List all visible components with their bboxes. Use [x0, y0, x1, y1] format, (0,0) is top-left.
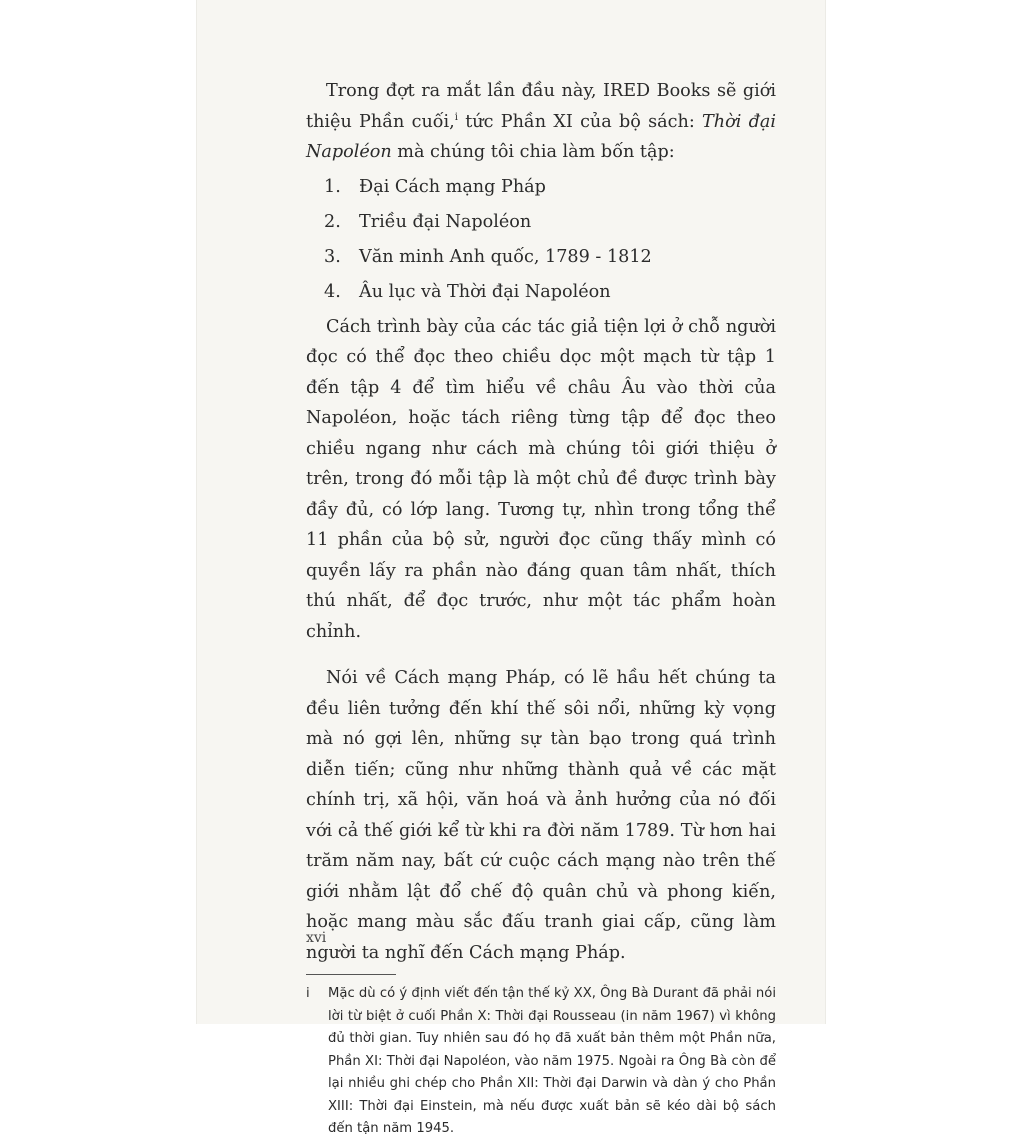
footnote [306, 983, 776, 1141]
list-item-title: Âu lục và Thời đại Napoléon [359, 281, 611, 302]
intro-text-2: tức Phần XI của bộ sách: [457, 111, 703, 132]
footnote-divider [306, 974, 396, 975]
footnote-reference: i [454, 111, 458, 123]
list-item-title: Văn minh Anh quốc, 1789 - 1812 [359, 246, 652, 267]
intro-text-3: mà chúng tôi chia làm bốn tập: [391, 142, 675, 162]
list-item-title: Triều đại Napoléon [359, 211, 532, 232]
footnote-text: Mặc dù có ý định viết đến tận thế kỷ XX, Ông Bà Durant đã phải nói lời từ biệt ở cuối Phần X: Thời đại Rousseau (in năm 1967) vì không đủ thời gian. Tuy nhiên sau đó họ đã xuất bản thêm một Phần nữa, Phần XI: Thời đại Napoléon, vào năm 1975. Ngoài ra Ông Bà còn để lại nhiều ghi chép cho Phần XII: Thời đại Darwin và dàn ý cho Phần XIII: Thời đại Einstein, mà nếu được xuất bản sẽ kéo dài bộ sách đến tận năm 1945. [328, 986, 776, 1136]
page-number: xvi [306, 930, 327, 946]
list-item [306, 277, 776, 308]
body-paragraph-2: Cách trình bày của các tác giả tiện lợi ở chỗ người đọc có thể đọc theo chiều dọc một mạch từ tập 1 đến tập 4 để tìm hiểu về châu Âu vào thời của Napoléon, hoặc tách riêng từng tập để đọc theo chiều ngang như cách mà chúng tôi giới thiệu ở trên, trong đó mỗi tập là một chủ đề được trình bày đầy đủ, có lớp lang. Tương tự, nhìn trong tổng thể 11 phần của bộ sử, người đọc cũng thấy mình có quyền lấy ra phần nào đáng quan tâm nhất, thích thú nhất, để đọc trước, như một tác phẩm hoàn chỉnh. [306, 316, 776, 642]
list-item-title: Đại Cách mạng Pháp [359, 176, 546, 197]
book-title: Thời đại Napoléon [306, 111, 776, 162]
list-item [306, 242, 776, 273]
book-page [196, 0, 826, 1136]
list-item [306, 207, 776, 238]
intro-paragraph [306, 76, 776, 168]
list-item-number: 4. [324, 281, 341, 302]
list-item [306, 172, 776, 203]
body-paragraph-3: Nói về Cách mạng Pháp, có lẽ hầu hết chúng ta đều liên tưởng đến khí thế sôi nổi, những kỳ vọng mà nó gợi lên, những sự tàn bạo trong quá trình diễn tiến; cũng như những thành quả về các mặt chính trị, xã hội, văn hoá và ảnh hưởng của nó đối với cả thế giới kể từ khi ra đời năm 1789. Từ hơn hai trăm năm nay, bất cứ cuộc cách mạng nào trên thế giới nhằm lật đổ chế độ quân chủ và phong kiến, hoặc mang màu sắc đấu tranh giai cấp, cũng làm người ta nghĩ đến Cách mạng Pháp. [306, 668, 776, 963]
list-item-number: 1. [324, 176, 341, 197]
list-item-number: 2. [324, 211, 341, 232]
footnote-mark: i [306, 986, 310, 1001]
list-item-number: 3. [324, 246, 341, 267]
page-body [306, 76, 776, 1141]
paragraph-gap [306, 647, 776, 663]
intro-text-1: Trong đợt ra mắt lần đầu này, IRED Books sẽ giới thiệu Phần cuối, [306, 81, 776, 132]
volume-list [306, 172, 776, 308]
